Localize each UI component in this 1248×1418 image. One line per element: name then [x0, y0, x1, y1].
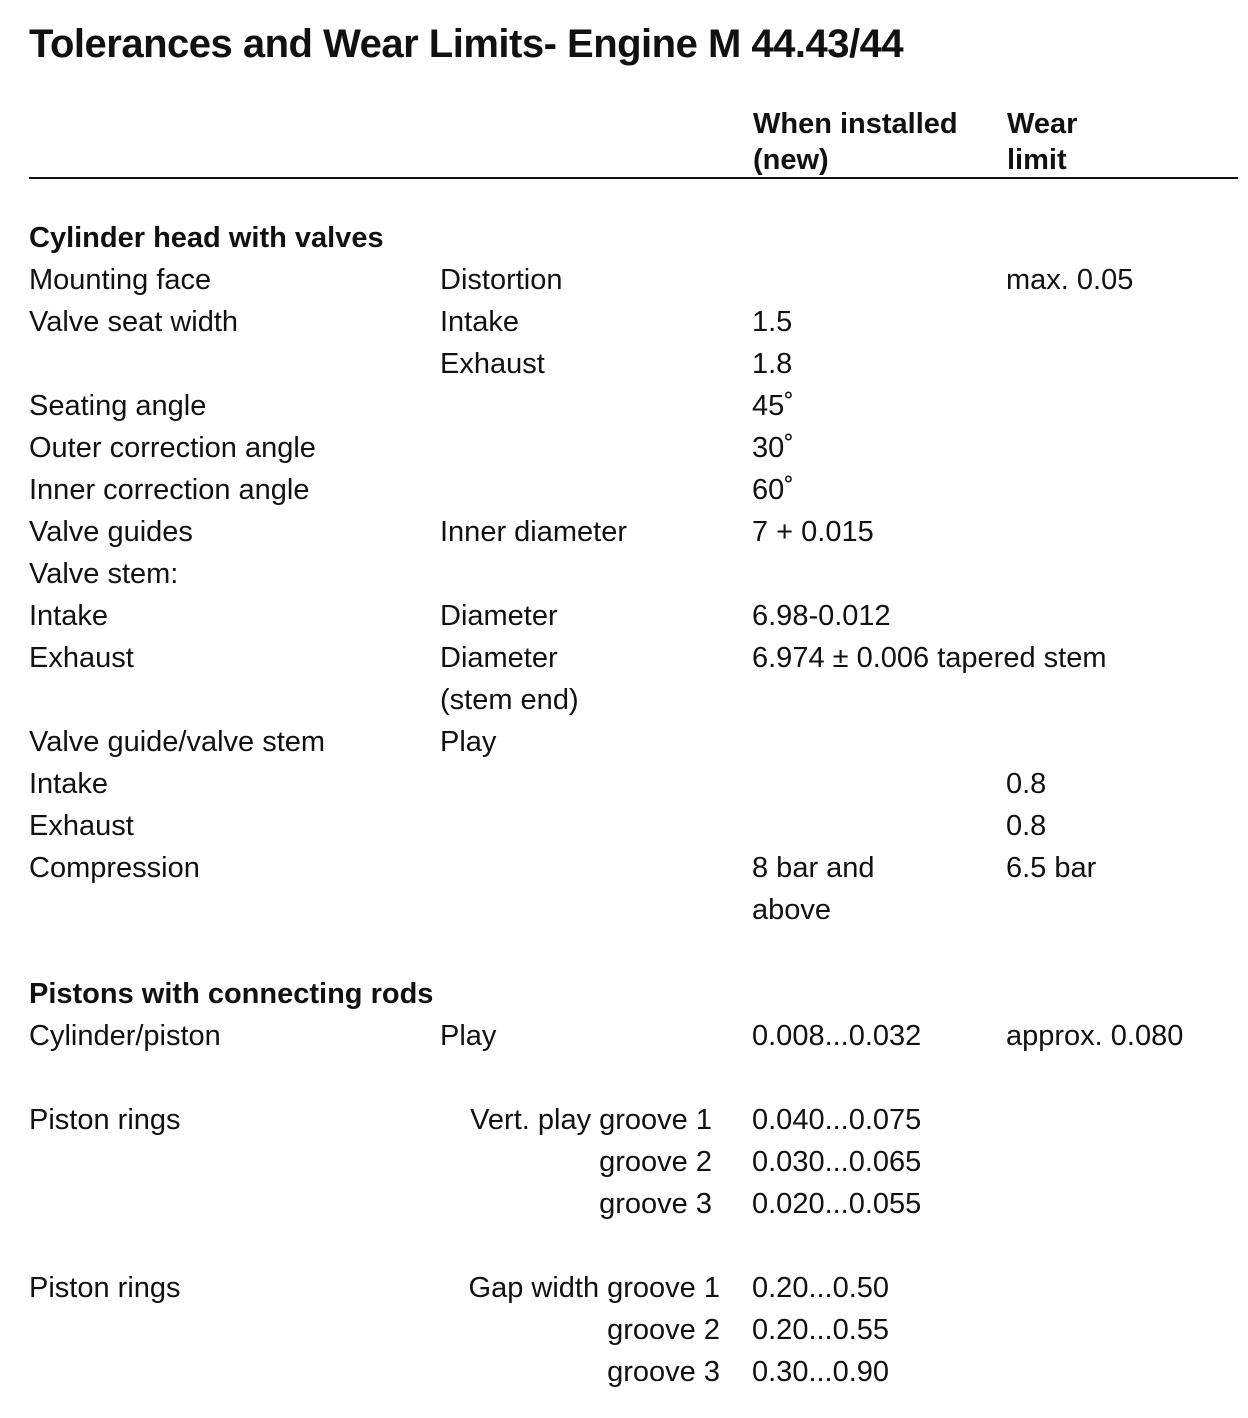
part-cell: Outer correction angle	[29, 432, 316, 464]
table-row	[0, 1267, 1248, 1309]
param-cell: Play	[440, 1020, 497, 1052]
installed-cell: 0.20...0.55	[752, 1314, 890, 1346]
installed-cell: 60˚	[752, 474, 794, 506]
section-heading-text: Pistons with connecting rods	[29, 978, 434, 1010]
part-cell: Cylinder/piston	[29, 1020, 221, 1052]
table-row	[0, 1351, 1248, 1393]
param-cell: Exhaust	[440, 348, 545, 380]
param-cell: Intake	[440, 306, 519, 338]
spacer	[0, 1225, 1248, 1267]
table-row	[0, 805, 1248, 847]
part-cell: Compression	[29, 852, 200, 884]
wear-cell: max. 0.05	[1006, 264, 1134, 296]
installed-cell: 0.040...0.075	[752, 1104, 922, 1136]
part-cell: Piston rings	[29, 1104, 181, 1136]
column-header-installed-line1: When installed	[753, 108, 958, 140]
installed-cell: 1.5	[752, 306, 793, 338]
table-row	[0, 1099, 1248, 1141]
table-row	[0, 889, 1248, 931]
param-cell: groove 2	[607, 1314, 720, 1346]
wear-cell: 6.5 bar	[1006, 852, 1097, 884]
table-row	[0, 847, 1248, 889]
section-heading-cylinder-head	[0, 217, 1248, 259]
installed-cell: 0.20...0.50	[752, 1272, 890, 1304]
table-row	[0, 1309, 1248, 1351]
part-cell: Exhaust	[29, 810, 134, 842]
param-cell: groove 3	[599, 1188, 712, 1220]
column-header-wear	[1007, 106, 1077, 178]
table-row	[0, 1183, 1248, 1225]
header-divider	[29, 177, 1238, 179]
page-title: Tolerances and Wear Limits- Engine M 44.43/44	[29, 22, 904, 66]
part-cell: Intake	[29, 768, 108, 800]
table-row	[0, 427, 1248, 469]
part-cell: Valve stem:	[29, 558, 179, 590]
table-row	[0, 1141, 1248, 1183]
part-cell: Seating angle	[29, 390, 207, 422]
installed-cell: 1.8	[752, 348, 793, 380]
installed-cell: 0.30...0.90	[752, 1356, 890, 1388]
spacer	[0, 931, 1248, 973]
table-row	[0, 553, 1248, 595]
section-heading-text: Cylinder head with valves	[29, 222, 384, 254]
part-cell: Inner correction angle	[29, 474, 310, 506]
table-row	[0, 511, 1248, 553]
param-cell: Distortion	[440, 264, 563, 296]
part-cell: Intake	[29, 600, 108, 632]
part-cell: Valve guides	[29, 516, 193, 548]
installed-cell: 7 + 0.015	[752, 516, 874, 548]
installed-cell: above	[752, 894, 832, 926]
column-header-wear-line2: limit	[1007, 144, 1067, 176]
param-cell: Diameter	[440, 642, 558, 674]
param-cell: (stem end)	[440, 684, 579, 716]
param-cell: Gap width groove 1	[468, 1272, 720, 1304]
part-cell: Valve guide/valve stem	[29, 726, 326, 758]
installed-cell: 0.030...0.065	[752, 1146, 922, 1178]
table-row	[0, 301, 1248, 343]
installed-cell: 30˚	[752, 432, 794, 464]
installed-cell: 6.98-0.012	[752, 600, 891, 632]
table-row	[0, 343, 1248, 385]
installed-cell: 0.008...0.032	[752, 1020, 922, 1052]
section-heading-pistons	[0, 973, 1248, 1015]
param-cell: groove 2	[599, 1146, 712, 1178]
installed-cell: 0.020...0.055	[752, 1188, 922, 1220]
column-header-installed	[753, 106, 958, 178]
table-row	[0, 385, 1248, 427]
param-cell: Vert. play groove 1	[470, 1104, 712, 1136]
param-cell: groove 3	[607, 1356, 720, 1388]
wear-cell: 0.8	[1006, 810, 1047, 842]
part-cell: Valve seat width	[29, 306, 239, 338]
param-cell: Inner diameter	[440, 516, 627, 548]
table-row	[0, 637, 1248, 679]
table-row	[0, 679, 1248, 721]
table-row	[0, 259, 1248, 301]
wear-cell: approx. 0.080	[1006, 1020, 1184, 1052]
table-row	[0, 721, 1248, 763]
table-row	[0, 763, 1248, 805]
installed-cell: 8 bar and	[752, 852, 875, 884]
column-header-wear-line1: Wear	[1007, 108, 1078, 140]
part-cell: Mounting face	[29, 264, 212, 296]
table-row	[0, 469, 1248, 511]
column-header-installed-line2: (new)	[753, 144, 829, 176]
installed-cell: 6.974 ± 0.006 tapered stem	[752, 642, 1107, 674]
part-cell: Exhaust	[29, 642, 134, 674]
param-cell: Play	[440, 726, 497, 758]
part-cell: Piston rings	[29, 1272, 181, 1304]
installed-cell: 45˚	[752, 390, 794, 422]
wear-cell: 0.8	[1006, 768, 1047, 800]
table-row	[0, 1015, 1248, 1057]
spacer	[0, 1057, 1248, 1099]
table-row	[0, 595, 1248, 637]
tolerance-table	[0, 217, 1248, 1393]
param-cell: Diameter	[440, 600, 558, 632]
